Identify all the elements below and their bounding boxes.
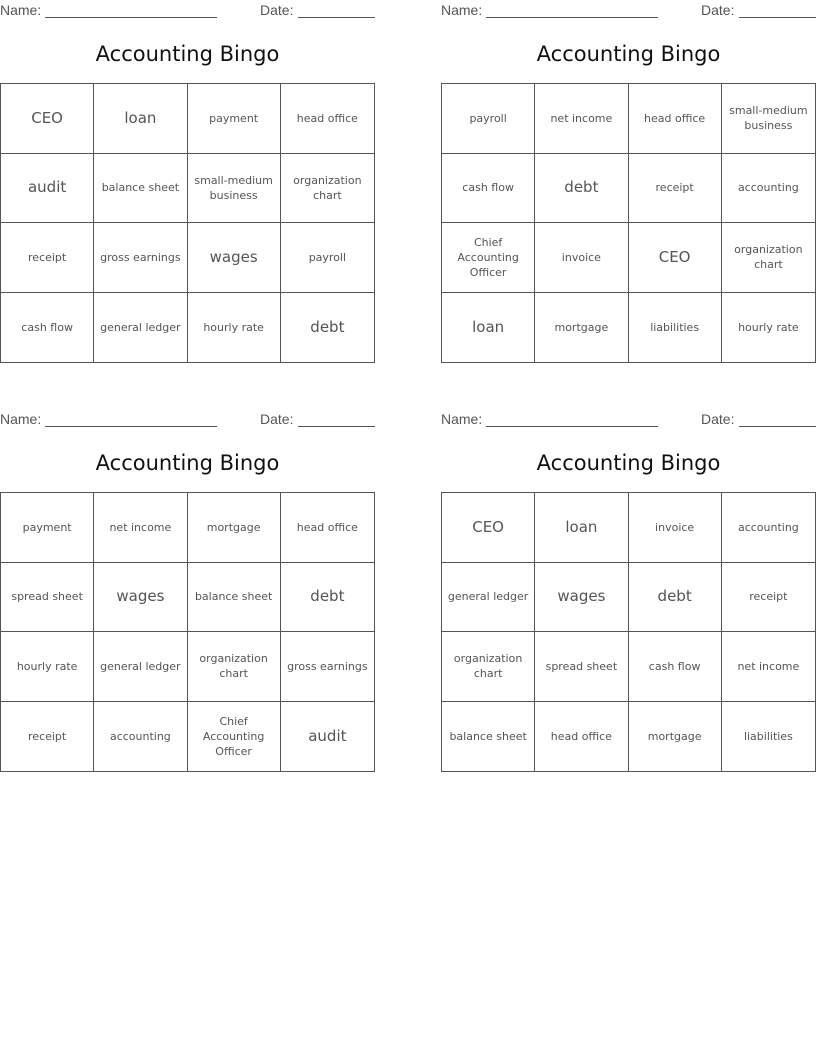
bingo-cell: head office bbox=[629, 84, 722, 154]
bingo-cell: head office bbox=[281, 493, 374, 563]
bingo-cell: CEO bbox=[442, 493, 535, 563]
name-blank-line bbox=[486, 17, 658, 18]
bingo-cell: payroll bbox=[281, 223, 374, 293]
bingo-cell: general ledger bbox=[94, 293, 187, 363]
bingo-cell: wages bbox=[188, 223, 281, 293]
date-blank-line bbox=[739, 17, 816, 18]
bingo-cell: CEO bbox=[629, 223, 722, 293]
bingo-cell: balance sheet bbox=[188, 563, 281, 633]
bingo-grid bbox=[441, 492, 816, 772]
name-blank-line bbox=[486, 426, 658, 427]
bingo-card-2 bbox=[441, 0, 816, 360]
bingo-cell: spread sheet bbox=[535, 632, 628, 702]
name-blank-line bbox=[45, 17, 217, 18]
bingo-cell: receipt bbox=[629, 154, 722, 224]
bingo-cell: hourly rate bbox=[1, 632, 94, 702]
bingo-card-4 bbox=[441, 409, 816, 769]
date-blank-line bbox=[298, 426, 375, 427]
bingo-cell: general ledger bbox=[442, 563, 535, 633]
date-label: Date: bbox=[260, 2, 294, 18]
bingo-cell: receipt bbox=[1, 702, 94, 772]
card-title: Accounting Bingo bbox=[536, 42, 721, 66]
name-label: Name: bbox=[0, 411, 42, 427]
bingo-cell: wages bbox=[94, 563, 187, 633]
bingo-cell: cash flow bbox=[629, 632, 722, 702]
bingo-cell: hourly rate bbox=[738, 320, 799, 334]
bingo-cell: debt bbox=[310, 317, 345, 336]
bingo-cell: head office bbox=[535, 702, 628, 772]
bingo-cell: payment bbox=[1, 493, 94, 563]
bingo-cell: loan bbox=[94, 84, 187, 154]
bingo-cell: head office bbox=[281, 84, 374, 154]
name-label: Name: bbox=[441, 2, 483, 18]
bingo-cell: payroll bbox=[442, 84, 535, 154]
bingo-cell: accounting bbox=[722, 493, 815, 563]
date-blank-line bbox=[298, 17, 375, 18]
bingo-cell: net income bbox=[94, 493, 187, 563]
bingo-cell: loan bbox=[535, 493, 628, 563]
name-date-header bbox=[0, 411, 375, 429]
bingo-cell: net income bbox=[722, 632, 815, 702]
card-title: Accounting Bingo bbox=[536, 451, 721, 475]
bingo-cell: invoice bbox=[629, 493, 722, 563]
bingo-cell: loan bbox=[442, 293, 535, 363]
date-label: Date: bbox=[701, 411, 735, 427]
bingo-cell: general ledger bbox=[94, 632, 187, 702]
name-date-header bbox=[441, 2, 816, 20]
bingo-cell: gross earnings bbox=[281, 632, 374, 702]
date-label: Date: bbox=[701, 2, 735, 18]
bingo-cell: Chief Accounting Officer bbox=[188, 702, 281, 772]
bingo-cell: small-medium business bbox=[188, 154, 281, 224]
bingo-cell: liabilities bbox=[743, 729, 793, 743]
bingo-cell: CEO bbox=[1, 84, 94, 154]
bingo-cell: audit bbox=[308, 726, 347, 745]
bingo-cell: payment bbox=[188, 84, 281, 154]
bingo-cell: mortgage bbox=[629, 702, 722, 772]
bingo-cell: balance sheet bbox=[442, 702, 535, 772]
bingo-cell: accounting bbox=[722, 154, 815, 224]
bingo-cell: invoice bbox=[535, 223, 628, 293]
bingo-card-1 bbox=[0, 0, 375, 360]
bingo-cell: debt bbox=[629, 563, 722, 633]
name-label: Name: bbox=[0, 2, 42, 18]
bingo-cell: organization chart bbox=[442, 632, 535, 702]
card-title: Accounting Bingo bbox=[95, 42, 280, 66]
bingo-cell: wages bbox=[535, 563, 628, 633]
date-blank-line bbox=[739, 426, 816, 427]
bingo-grid bbox=[0, 83, 375, 363]
date-label: Date: bbox=[260, 411, 294, 427]
bingo-cell: debt bbox=[535, 154, 628, 224]
bingo-cell: cash flow bbox=[1, 293, 94, 363]
bingo-cell: hourly rate bbox=[188, 293, 281, 363]
bingo-cell: accounting bbox=[94, 702, 187, 772]
bingo-cell: receipt bbox=[1, 223, 94, 293]
bingo-grid bbox=[0, 492, 375, 772]
card-title: Accounting Bingo bbox=[95, 451, 280, 475]
bingo-cell: debt bbox=[281, 563, 374, 633]
name-blank-line bbox=[45, 426, 217, 427]
name-date-header bbox=[0, 2, 375, 20]
bingo-cell: gross earnings bbox=[94, 223, 187, 293]
bingo-cell: spread sheet bbox=[1, 563, 94, 633]
bingo-cell: Chief Accounting Officer bbox=[442, 223, 535, 293]
bingo-cell: net income bbox=[535, 84, 628, 154]
bingo-cell: small-medium business bbox=[722, 84, 815, 154]
bingo-cell: audit bbox=[1, 154, 94, 224]
bingo-grid bbox=[441, 83, 816, 363]
bingo-cell: mortgage bbox=[535, 293, 628, 363]
name-label: Name: bbox=[441, 411, 483, 427]
bingo-cell: organization chart bbox=[722, 223, 815, 293]
bingo-cell: receipt bbox=[722, 563, 815, 633]
bingo-card-3 bbox=[0, 409, 375, 769]
bingo-cell: liabilities bbox=[629, 293, 722, 363]
bingo-cell: mortgage bbox=[188, 493, 281, 563]
bingo-cell: organization chart bbox=[281, 154, 374, 224]
name-date-header bbox=[441, 411, 816, 429]
bingo-cell: cash flow bbox=[442, 154, 535, 224]
bingo-cell: organization chart bbox=[188, 632, 281, 702]
bingo-cell: balance sheet bbox=[94, 154, 187, 224]
